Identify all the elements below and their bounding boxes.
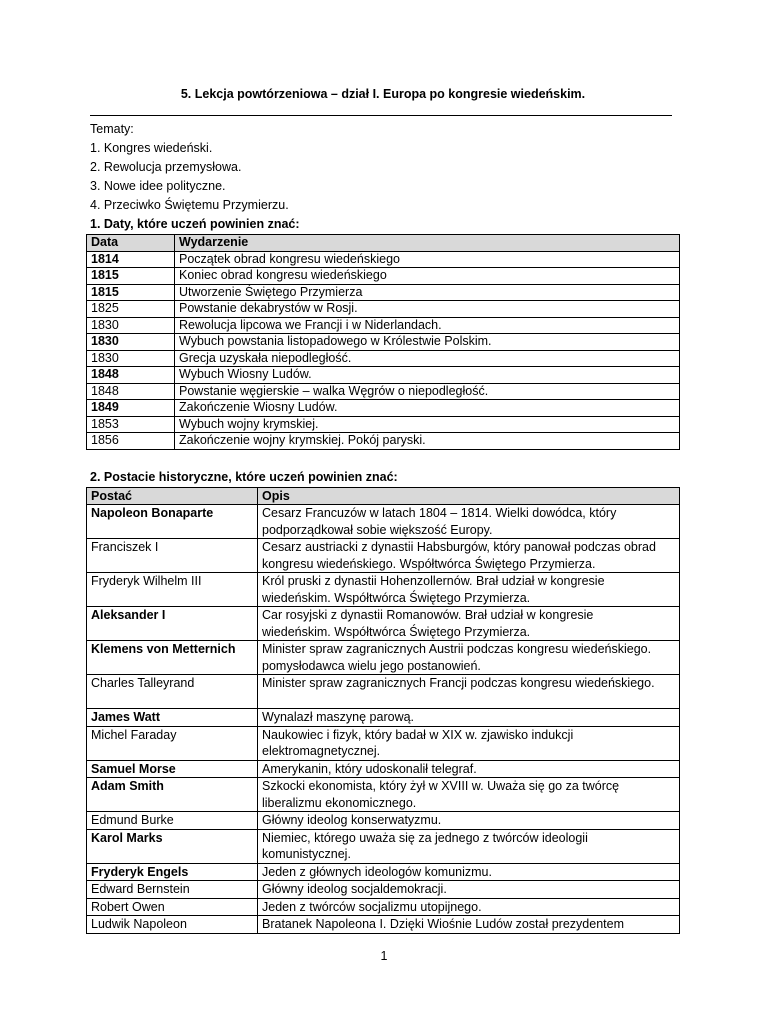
event-cell: Grecja uzyskała niepodległość. [175,350,680,367]
person-name-cell: Klemens von Metternich [87,641,258,675]
people-table [86,487,680,934]
column-header-date: Data [87,235,175,252]
person-description-cell [258,916,680,934]
table-row [87,284,680,301]
date-cell: 1856 [87,433,175,450]
person-name-cell: Fryderyk Wilhelm III [87,573,258,607]
table-row [87,607,680,641]
dates-header-row [87,235,680,252]
person-description-cell [258,573,680,607]
topic-item: 2. Rewolucja przemysłowa. [90,160,242,174]
person-name-cell: Fryderyk Engels [87,863,258,881]
date-cell: 1830 [87,350,175,367]
table-row [87,829,680,863]
person-description-cell [258,829,680,863]
table-row [87,863,680,881]
title-underline [90,103,672,116]
description-line [262,692,675,709]
column-header-event: Wydarzenie [175,235,680,252]
topic-item: 4. Przeciwko Świętemu Przymierzu. [90,198,289,212]
table-row [87,301,680,318]
date-cell: 1815 [87,284,175,301]
person-name-cell: Napoleon Bonaparte [87,505,258,539]
date-cell: 1830 [87,334,175,351]
table-row [87,898,680,916]
person-name-cell: Charles Talleyrand [87,675,258,709]
date-cell: 1825 [87,301,175,318]
table-row [87,317,680,334]
description-line: Cesarz austriacki z dynastii Habsburgów, który panował podczas obrad [262,540,656,554]
description-line: wiedeńskim. Współtwórca Świętego Przymierza. [262,624,531,639]
event-cell: Koniec obrad kongresu wiedeńskiego [175,268,680,285]
dates-heading: 1. Daty, które uczeń powinien znać: [90,217,300,231]
people-heading: 2. Postacie historyczne, które uczeń powinien znać: [90,469,398,484]
person-description-cell [258,881,680,899]
person-name-cell: Ludwik Napoleon [87,916,258,934]
person-name-cell: Michel Faraday [87,726,258,760]
table-row [87,709,680,727]
table-row [87,400,680,417]
person-description-cell [258,607,680,641]
description-line: komunistycznej. [262,847,351,861]
description-line: Szkocki ekonomista, który żył w XVIII w. Uważa się go za twórcę [262,779,620,793]
person-name-cell: Aleksander I [87,607,258,641]
event-cell: Zakończenie Wiosny Ludów. [175,400,680,417]
person-name-cell: Edward Bernstein [87,881,258,899]
person-description-cell [258,778,680,812]
person-description-cell [258,675,680,709]
table-row [87,416,680,433]
person-description-cell [258,863,680,881]
description-line: Cesarz Francuzów w latach 1804 – 1814. Wielki dowódca, który [262,506,617,520]
topics-label: Tematy: [90,122,134,136]
table-row [87,778,680,812]
column-header-person: Postać [87,487,258,505]
table-row [87,367,680,384]
description-line: Wynalazł maszynę parową. [262,710,415,724]
date-cell: 1830 [87,317,175,334]
person-name-cell: James Watt [87,709,258,727]
table-row [87,433,680,450]
page-number: 1 [380,949,388,963]
person-description-cell [258,505,680,539]
dates-table [86,234,680,450]
description-line: wiedeńskim. Współtwórca Świętego Przymierza. [262,590,531,605]
event-cell: Początek obrad kongresu wiedeńskiego [175,251,680,268]
description-line: Naukowiec i fizyk, który badał w XIX w. zjawisko indukcji [262,727,574,742]
event-cell: Powstanie dekabrystów w Rosji. [175,301,680,318]
description-line: Główny ideolog konserwatyzmu. [262,813,442,827]
person-description-cell [258,760,680,778]
description-line: pomysłodawca wielu jego postanowień. [262,658,481,673]
person-description-cell [258,812,680,830]
table-row [87,573,680,607]
event-cell: Wybuch wojny krymskiej. [175,416,680,433]
person-description-cell [258,726,680,760]
description-line: Jeden z twórców socjalizmu utopijnego. [262,899,482,914]
description-line: Główny ideolog socjaldemokracji. [262,882,447,896]
table-row [87,881,680,899]
description-line: Car rosyjski z dynastii Romanowów. Brał udział w kongresie [262,608,594,622]
description-line: Bratanek Napoleona I. Dzięki Wiośnie Ludów został prezydentem [262,917,624,931]
people-header-row [87,487,680,505]
person-name-cell: Franciszek I [87,539,258,573]
table-row [87,726,680,760]
description-line: Niemiec, którego uważa się za jednego z twórców ideologii [262,830,588,845]
date-cell: 1814 [87,251,175,268]
description-line: Jeden z głównych ideologów komunizmu. [262,864,492,879]
table-row [87,334,680,351]
person-description-cell [258,898,680,916]
date-cell: 1849 [87,400,175,417]
table-row [87,268,680,285]
document-title: 5. Lekcja powtórzeniowa – dział I. Europa po kongresie wiedeńskim. [180,87,586,101]
description-line: Minister spraw zagranicznych Austrii podczas kongresu wiedeńskiego. [262,642,652,656]
person-name-cell: Robert Owen [87,898,258,916]
person-name-cell: Edmund Burke [87,812,258,830]
table-row [87,675,680,709]
event-cell: Zakończenie wojny krymskiej. Pokój paryski. [175,433,680,450]
document-page [86,86,680,934]
person-description-cell [258,641,680,675]
description-line: kongresu wiedeńskiego. Współtwórca Świętego Przymierza. [262,556,596,571]
event-cell: Wybuch Wiosny Ludów. [175,367,680,384]
person-description-cell [258,709,680,727]
topic-item: 3. Nowe idee polityczne. [90,179,226,193]
date-cell: 1848 [87,383,175,400]
description-line: podporządkował sobie większość Europy. [262,522,493,537]
table-row [87,812,680,830]
date-cell: 1815 [87,268,175,285]
table-row [87,383,680,400]
event-cell: Powstanie węgierskie – walka Węgrów o niepodległość. [175,383,680,400]
date-cell: 1848 [87,367,175,384]
column-header-description: Opis [258,487,680,505]
event-cell: Utworzenie Świętego Przymierza [175,284,680,301]
person-description-cell [258,539,680,573]
event-cell: Wybuch powstania listopadowego w Królestwie Polskim. [175,334,680,351]
description-line: Minister spraw zagranicznych Francji podczas kongresu wiedeńskiego. [262,676,655,690]
table-row [87,760,680,778]
person-name-cell: Karol Marks [87,829,258,863]
description-line: Amerykanin, który udoskonalił telegraf. [262,761,477,776]
date-cell: 1853 [87,416,175,433]
topic-item: 1. Kongres wiedeński. [90,141,213,155]
table-row [87,251,680,268]
event-cell: Rewolucja lipcowa we Francji i w Niderlandach. [175,317,680,334]
person-name-cell: Adam Smith [87,778,258,812]
description-line: elektromagnetycznej. [262,744,381,758]
description-line: Król pruski z dynastii Hohenzollernów. Brał udział w kongresie [262,574,605,588]
table-row [87,505,680,539]
table-row [87,539,680,573]
table-row [87,916,680,934]
table-row [87,350,680,367]
description-line: liberalizmu ekonomicznego. [262,795,417,810]
table-row [87,641,680,675]
person-name-cell: Samuel Morse [87,760,258,778]
